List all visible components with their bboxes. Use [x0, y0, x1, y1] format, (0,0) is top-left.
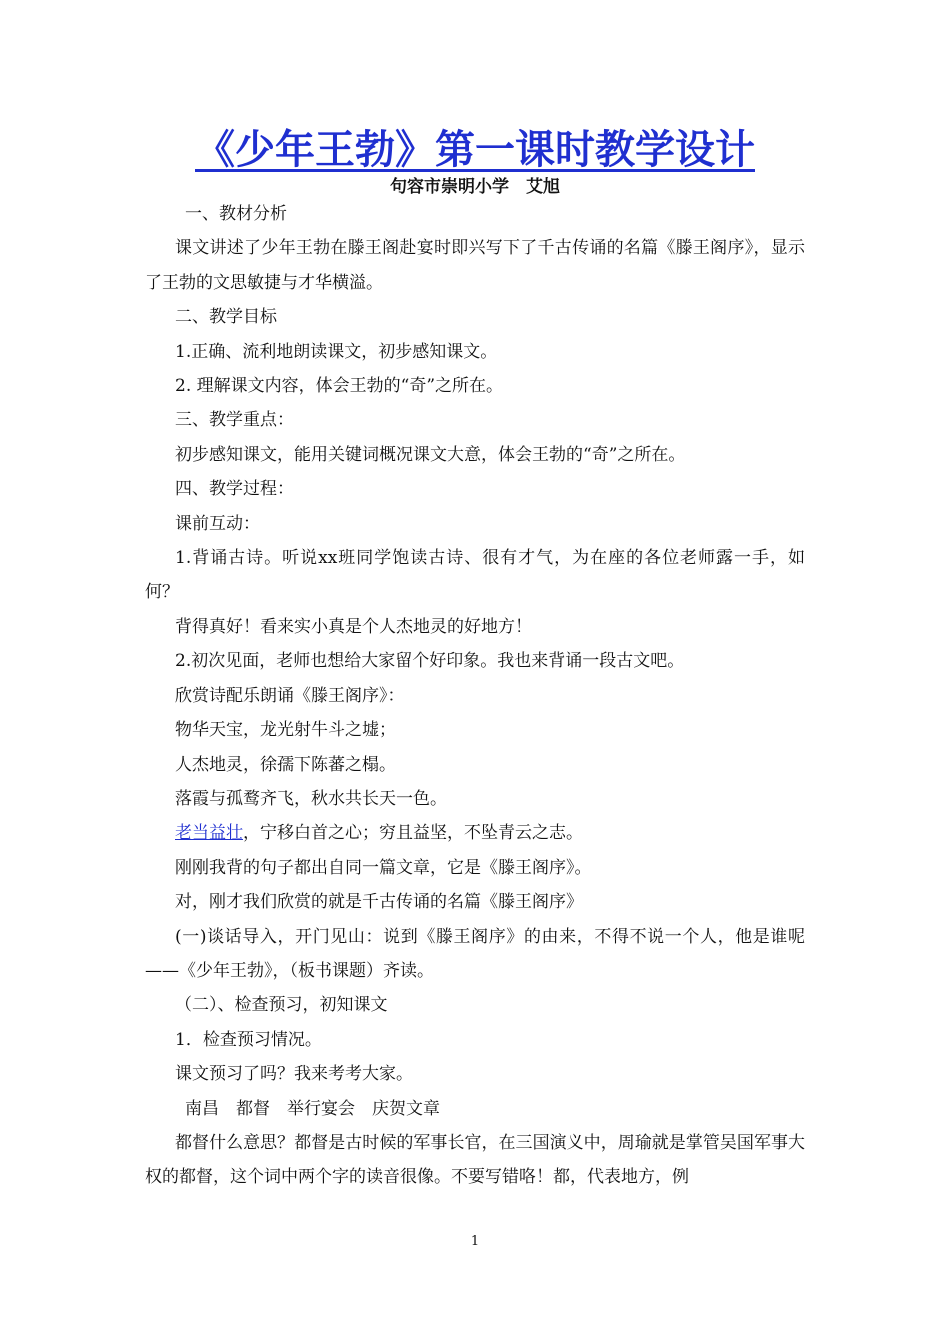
hyperlink-laodangyizhuang[interactable]: 老当益壮 [175, 823, 243, 844]
section-heading-focus: 三、教学重点： [175, 410, 294, 431]
document-title-text: 《少年王勃》第一课时教学设计 [195, 127, 755, 173]
paragraph-warmup-1: 1.背诵古诗。听说xx班同学饱读古诗、很有才气，为在座的各位老师露一手，如何？ [145, 548, 805, 603]
page-number: 1 [470, 1234, 480, 1249]
paragraph-dudu: 都督什么意思？都督是古时候的军事长官，在三国演义中，周瑜就是掌管吴国军事大权的都督，这个词中两个字的读音很像。不要写错咯！都，代表地方，例 [145, 1132, 805, 1188]
paragraph-confirm: 对，刚才我们欣赏的就是千古传诵的名篇《滕王阁序》 [175, 892, 583, 913]
document-subtitle: 句容市崇明小学 艾旭 [390, 177, 560, 197]
poem-line-2: 人杰地灵，徐孺下陈蕃之榻。 [175, 754, 396, 775]
poem-line-3: 落霞与孤鹜齐飞，秋水共长天一色。 [175, 788, 447, 809]
paragraph-quiz: 课文预习了吗？我来考考大家。 [175, 1064, 413, 1085]
goal-item-2: 2. 理解课文内容，体会王勃的“奇”之所在。 [175, 376, 504, 397]
paragraph-materials: 课文讲述了少年王勃在滕王阁赴宴时即兴写下了千古传诵的名篇《滕王阁序》，显示了王勃的文思敏捷与才华横溢。 [145, 238, 805, 293]
section-heading-materials: 一、教材分析 [185, 204, 287, 224]
paragraph-recitation-intro: 欣赏诗配乐朗诵《滕王阁序》： [175, 685, 405, 706]
paragraph-check-preview: 1．检查预习情况。 [175, 1029, 322, 1050]
paragraph-intro-topic: (一)谈话导入，开门见山：说到《滕王阁序》的由来，不得不说一个人，他是谁呢——《少年王勃》，（板书课题）齐读。 [145, 926, 805, 981]
section-heading-goals: 二、教学目标 [175, 307, 277, 328]
paragraph-source: 刚刚我背的句子都出自同一篇文章，它是《滕王阁序》。 [175, 857, 592, 878]
poem-line-4 [145, 816, 805, 850]
section-heading-process: 四、教学过程： [175, 479, 294, 500]
document-title [0, 122, 950, 178]
goal-item-1: 1.正确、流利地朗读课文，初步感知课文。 [175, 341, 498, 362]
paragraph-focus: 初步感知课文，能用关键词概况课文大意，体会王勃的“奇”之所在。 [175, 444, 686, 465]
paragraph-warmup-2: 2.初次见面，老师也想给大家留个好印象。我也来背诵一段古文吧。 [175, 651, 685, 672]
poem-line-4-rest: ，宁移白首之心；穷且益坚，不坠青云之志。 [243, 823, 583, 844]
section-heading-preview: （二）、检查预习，初知课文 [175, 995, 388, 1016]
document-body [145, 197, 805, 1195]
paragraph-warmup-heading: 课前互动： [175, 513, 260, 534]
poem-line-1: 物华天宝，龙光射牛斗之墟； [175, 720, 396, 741]
paragraph-praise: 背得真好！看来实小真是个人杰地灵的好地方！ [175, 616, 532, 637]
vocabulary-line: 南昌 都督 举行宴会 庆贺文章 [185, 1098, 440, 1119]
